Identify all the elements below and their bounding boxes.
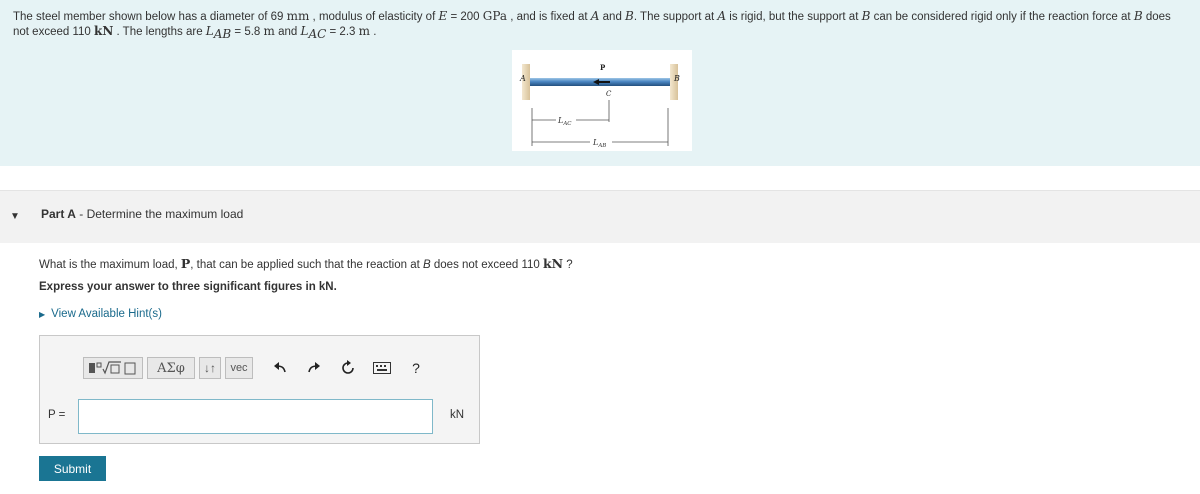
keyboard-icon[interactable] bbox=[371, 357, 393, 379]
answer-instruction: Express your answer to three significant figures in kN. bbox=[39, 281, 337, 293]
part-a-title: Part A - Determine the maximum load bbox=[41, 207, 244, 221]
beam-figure bbox=[512, 50, 692, 151]
vector-button[interactable]: vec bbox=[225, 357, 253, 379]
undo-icon[interactable] bbox=[269, 357, 291, 379]
reset-icon[interactable] bbox=[337, 357, 359, 379]
submit-button[interactable]: Submit bbox=[39, 456, 106, 481]
math-toolbar bbox=[83, 356, 427, 380]
label-P: P bbox=[600, 63, 606, 72]
answer-variable-label: P = bbox=[48, 409, 66, 421]
subscript-superscript-button[interactable]: ↓↑ bbox=[199, 357, 221, 379]
help-icon[interactable]: ? bbox=[412, 360, 420, 376]
label-LAC: $L_{AC}$ bbox=[558, 116, 572, 127]
answer-input[interactable] bbox=[78, 399, 433, 434]
problem-statement-box bbox=[0, 0, 1200, 166]
redo-icon[interactable] bbox=[303, 357, 325, 379]
templates-button[interactable] bbox=[83, 357, 143, 379]
beam-diagram bbox=[512, 50, 692, 151]
part-a-header[interactable] bbox=[0, 190, 1200, 243]
label-C: C bbox=[606, 90, 612, 98]
collapse-triangle-icon[interactable]: ▼ bbox=[10, 211, 20, 222]
label-A: A bbox=[520, 74, 526, 83]
view-hints-link[interactable]: ▶ View Available Hint(s) bbox=[39, 308, 162, 320]
answer-unit-label: kN bbox=[450, 409, 465, 421]
label-B: B bbox=[674, 74, 680, 83]
templates-icon bbox=[87, 360, 139, 376]
label-LAB: $L_{AB}$ bbox=[593, 138, 607, 149]
expand-triangle-icon: ▶ bbox=[39, 310, 46, 319]
problem-text: The steel member shown below has a diameter of 69 mm , modulus of elasticity of E = 200 GPa , and is fixed at A and B. The support at A is rigid, but the support at B can be considered rigid only if the reaction force at B does not exceed 110 kN . The lengths are $L_{AB} = 5.8$ m and $L_{AC} = 2.3$ m . bbox=[13, 9, 1171, 42]
question-text: What is the maximum load, P, that can be applied such that the reaction at B does not exceed 110 kN ? bbox=[39, 256, 573, 271]
greek-symbols-button[interactable]: ΑΣφ bbox=[147, 357, 195, 379]
